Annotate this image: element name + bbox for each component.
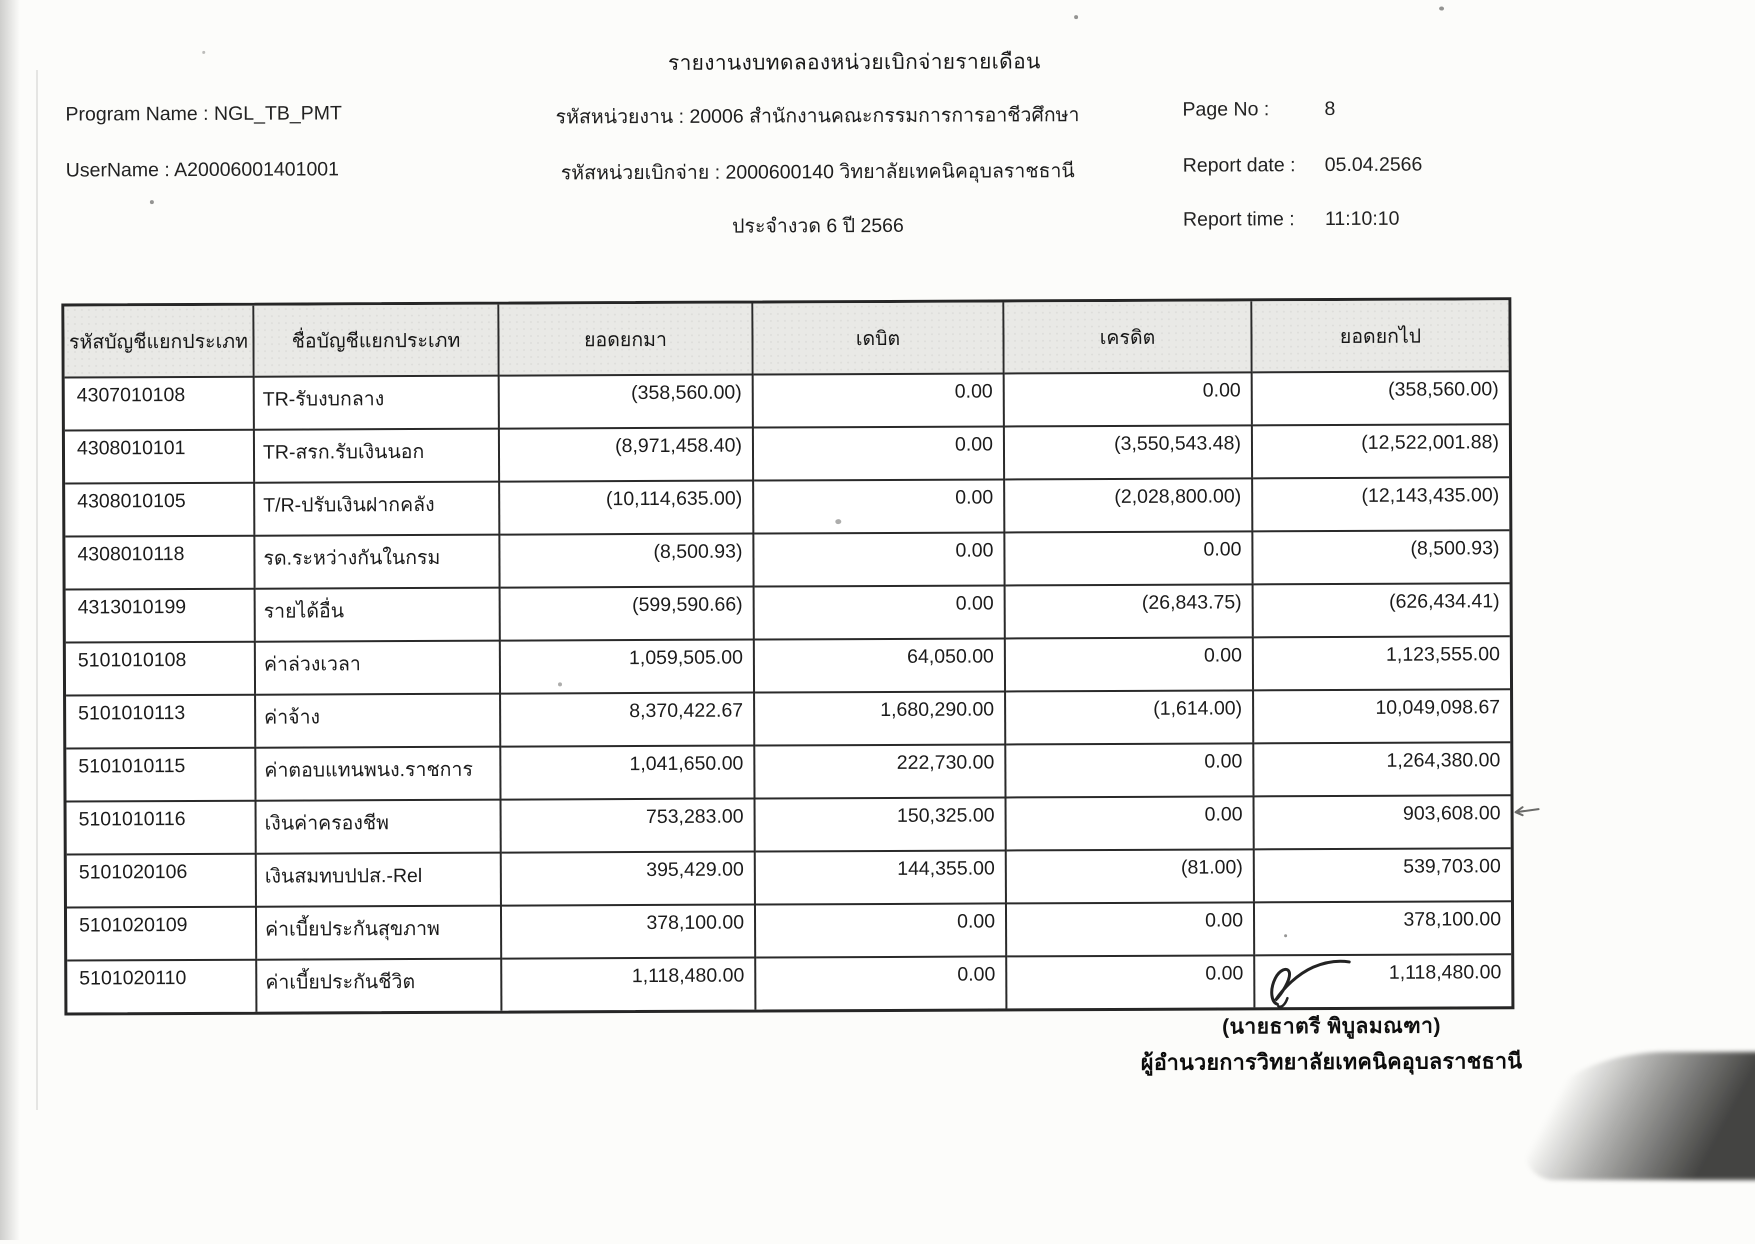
cell-beginning-balance: (599,590.66) bbox=[501, 586, 755, 640]
cell-account-code: 5101010115 bbox=[66, 747, 256, 801]
signature-mark bbox=[1263, 954, 1355, 1017]
report-time-value: 11:10:10 bbox=[1324, 207, 1400, 231]
cell-credit: (3,550,543.48) bbox=[1005, 424, 1253, 478]
page-no-label: Page No : bbox=[1182, 98, 1270, 121]
cell-beginning-balance: (8,971,458.40) bbox=[500, 427, 754, 481]
cell-debit: 0.00 bbox=[756, 955, 1007, 1009]
cell-account-code: 4308010118 bbox=[65, 535, 255, 589]
cell-account-code: 5101010116 bbox=[67, 800, 257, 854]
scan-speck bbox=[202, 51, 205, 54]
cell-ending-balance: 10,049,098.67 bbox=[1254, 688, 1510, 742]
cell-account-code: 5101010108 bbox=[66, 641, 256, 695]
cell-account-name: T/R-ปรับเงินฝากคลัง bbox=[255, 481, 500, 535]
cell-account-code: 5101020109 bbox=[67, 906, 257, 960]
cell-credit: (81.00) bbox=[1007, 848, 1255, 902]
cell-debit: 64,050.00 bbox=[755, 637, 1006, 691]
cell-account-name: ค่าเบี้ยประกันสุขภาพ bbox=[257, 905, 502, 959]
cell-debit: 144,355.00 bbox=[756, 849, 1007, 903]
cell-ending-balance: 1,264,380.00 bbox=[1254, 741, 1510, 795]
cell-credit: (2,028,800.00) bbox=[1005, 477, 1253, 531]
column-header-debit: เดบิต bbox=[753, 302, 1004, 373]
cell-ending-balance: 1,123,555.00 bbox=[1254, 635, 1510, 689]
table-row bbox=[67, 794, 1511, 853]
cell-debit: 0.00 bbox=[754, 531, 1005, 585]
cell-credit: (1,614.00) bbox=[1006, 689, 1254, 743]
cell-account-code: 5101010113 bbox=[66, 694, 256, 748]
scan-speck bbox=[1439, 7, 1444, 11]
scan-fold-line bbox=[36, 70, 38, 1110]
column-header-credit: เครดิต bbox=[1004, 301, 1252, 372]
scan-left-edge-shadow bbox=[0, 0, 20, 1240]
cell-ending-balance: 1,118,480.00 bbox=[1255, 953, 1511, 1007]
column-header-ending-balance: ยอดยกไป bbox=[1252, 300, 1508, 371]
table-row bbox=[66, 688, 1510, 747]
cell-account-name: TR-รับงบกลาง bbox=[255, 375, 500, 429]
cell-credit: (26,843.75) bbox=[1006, 583, 1254, 637]
cell-beginning-balance: (8,500.93) bbox=[500, 533, 754, 587]
cell-ending-balance: (626,434.41) bbox=[1254, 582, 1510, 636]
cell-debit: 222,730.00 bbox=[755, 743, 1006, 797]
cell-account-name: ค่าตอบแทนพนง.ราชการ bbox=[256, 746, 501, 800]
report-time-label: Report time : bbox=[1182, 208, 1295, 231]
report-period: ประจำงวด 6 ปี 2566 bbox=[732, 214, 904, 238]
cell-debit: 150,325.00 bbox=[756, 796, 1007, 850]
table-row bbox=[66, 635, 1510, 694]
cell-account-name: รายได้อื่น bbox=[256, 587, 501, 641]
cell-account-code: 5101020110 bbox=[67, 959, 257, 1013]
cell-debit: 1,680,290.00 bbox=[755, 690, 1006, 744]
signer-title: ผู้อำนวยการวิทยาลัยเทคนิคอุบลราชธานี bbox=[1140, 1049, 1523, 1075]
cell-ending-balance: (12,522,001.88) bbox=[1253, 423, 1509, 477]
cell-beginning-balance: 1,059,505.00 bbox=[501, 639, 755, 693]
trial-balance-table bbox=[61, 297, 1514, 1015]
cell-ending-balance: (8,500.93) bbox=[1253, 529, 1509, 583]
signer-name: (นายธาตรี พิบูลมณฑา) bbox=[1222, 1014, 1441, 1039]
report-title: รายงานงบทดลองหน่วยเบิกจ่ายรายเดือน bbox=[667, 50, 1041, 75]
cell-credit: 0.00 bbox=[1007, 795, 1255, 849]
scan-speck bbox=[1074, 15, 1078, 19]
table-row bbox=[65, 476, 1509, 535]
table-row bbox=[65, 423, 1509, 482]
cell-beginning-balance: 1,041,650.00 bbox=[501, 745, 755, 799]
cell-account-name: ค่าเบี้ยประกันชีวิต bbox=[257, 958, 502, 1012]
user-name: UserName : A20006001401001 bbox=[65, 158, 340, 182]
cell-beginning-balance: 378,100.00 bbox=[502, 904, 756, 958]
pencil-arrow-mark bbox=[1513, 803, 1543, 824]
cell-account-code: 4307010108 bbox=[65, 376, 255, 430]
cell-account-name: เงินค่าครองชีพ bbox=[257, 799, 502, 853]
cell-credit: 0.00 bbox=[1006, 636, 1254, 690]
table-header-row bbox=[64, 300, 1508, 376]
page-no-value: 8 bbox=[1324, 97, 1336, 121]
cell-beginning-balance: (358,560.00) bbox=[500, 374, 754, 428]
report-date-label: Report date : bbox=[1182, 154, 1296, 177]
cell-debit: 0.00 bbox=[754, 372, 1005, 426]
table-row bbox=[67, 900, 1511, 959]
cell-account-code: 4308010105 bbox=[65, 482, 255, 536]
disbursement-unit-code: รหัสหน่วยเบิกจ่าย : 2000600140 วิทยาลัยเทคนิคอุบลราชธานี bbox=[560, 160, 1075, 185]
report-date-value: 05.04.2566 bbox=[1324, 153, 1423, 177]
cell-ending-balance: (12,143,435.00) bbox=[1253, 476, 1509, 530]
cell-debit: 0.00 bbox=[754, 425, 1005, 479]
cell-credit: 0.00 bbox=[1007, 954, 1255, 1008]
table-row bbox=[66, 582, 1510, 641]
cell-credit: 0.00 bbox=[1006, 742, 1254, 796]
table-row bbox=[67, 847, 1511, 906]
cell-ending-balance: 378,100.00 bbox=[1255, 900, 1511, 954]
cell-account-code: 4308010101 bbox=[65, 429, 255, 483]
column-header-beginning-balance: ยอดยกมา bbox=[499, 304, 753, 375]
cell-beginning-balance: (10,114,635.00) bbox=[500, 480, 754, 534]
cell-credit: 0.00 bbox=[1005, 530, 1253, 584]
cell-account-name: รด.ระหว่างกันในกรม bbox=[255, 534, 500, 588]
agency-code: รหัสหน่วยงาน : 20006 สำนักงานคณะกรรมการการอาชีวศึกษา bbox=[555, 104, 1080, 129]
column-header-account-name: ชื่อบัญชีแยกประเภท bbox=[254, 305, 499, 376]
cell-credit: 0.00 bbox=[1005, 371, 1253, 425]
scan-speck bbox=[835, 519, 841, 524]
scan-speck bbox=[1284, 934, 1287, 937]
scan-speck bbox=[150, 200, 154, 204]
cell-beginning-balance: 395,429.00 bbox=[502, 851, 756, 905]
program-name: Program Name : NGL_TB_PMT bbox=[65, 102, 342, 126]
cell-account-code: 4313010199 bbox=[66, 588, 256, 642]
cell-ending-balance: (358,560.00) bbox=[1253, 370, 1509, 424]
column-header-account-code: รหัสบัญชีแยกประเภท bbox=[64, 306, 254, 377]
cell-ending-balance: 903,608.00 bbox=[1254, 794, 1510, 848]
cell-account-code: 5101020106 bbox=[67, 853, 257, 907]
cell-account-name: TR-สรก.รับเงินนอก bbox=[255, 428, 500, 482]
cell-ending-balance: 539,703.00 bbox=[1255, 847, 1511, 901]
table-row bbox=[66, 741, 1510, 800]
table-row bbox=[65, 370, 1509, 429]
cell-beginning-balance: 1,118,480.00 bbox=[502, 957, 756, 1011]
cell-debit: 0.00 bbox=[754, 478, 1005, 532]
cell-account-name: ค่าจ้าง bbox=[256, 693, 501, 747]
cell-credit: 0.00 bbox=[1007, 901, 1255, 955]
cell-debit: 0.00 bbox=[756, 902, 1007, 956]
table-body bbox=[65, 370, 1512, 1012]
cell-account-name: เงินสมทบปปส.-Rel bbox=[257, 852, 502, 906]
cell-beginning-balance: 753,283.00 bbox=[502, 798, 756, 852]
cell-debit: 0.00 bbox=[755, 584, 1006, 638]
scan-speck bbox=[558, 682, 562, 686]
cell-beginning-balance: 8,370,422.67 bbox=[501, 692, 755, 746]
cell-account-name: ค่าล่วงเวลา bbox=[256, 640, 501, 694]
table-row bbox=[65, 529, 1509, 588]
